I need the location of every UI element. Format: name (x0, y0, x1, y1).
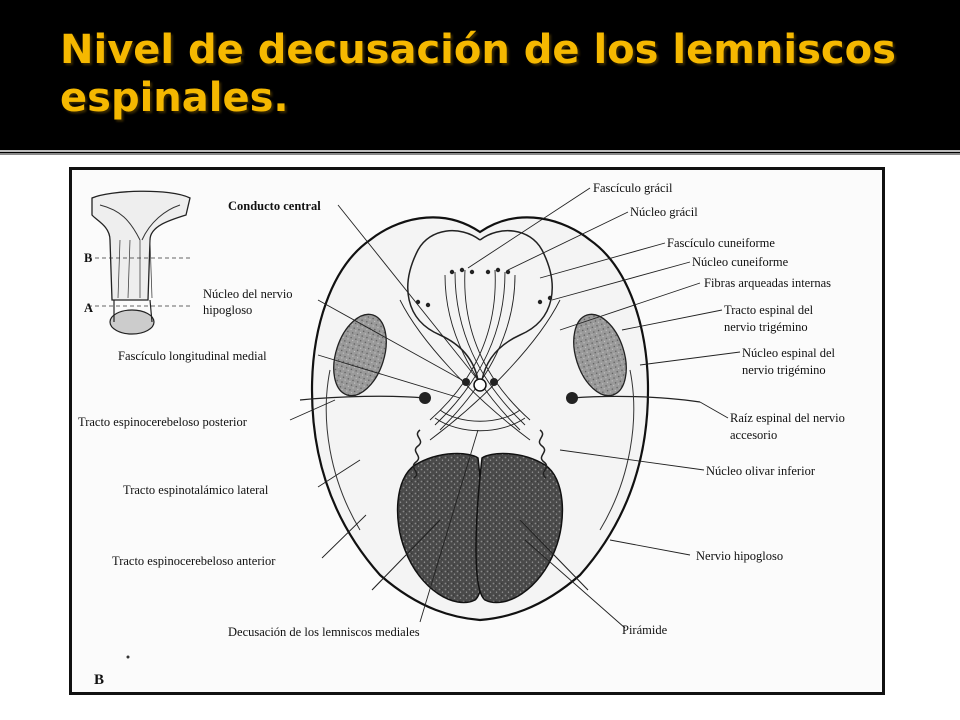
label-fasciculo-gracil: Fascículo grácil (593, 181, 673, 195)
hypoglossal-nucleus-right (490, 378, 498, 386)
label-nucleo-cuneiforme: Núcleo cuneiforme (692, 255, 789, 269)
inset-level-a: A (84, 301, 94, 315)
label-tracto-trigemino-2: nervio trigémino (724, 320, 808, 334)
label-raiz-accesorio-2: accesorio (730, 428, 778, 442)
label-nucleo-olivar: Núcleo olivar inferior (706, 464, 815, 478)
label-conducto-central: Conducto central (228, 199, 321, 213)
medulla-section (300, 217, 700, 620)
label-decusacion: Decusación de los lemniscos mediales (228, 625, 420, 639)
hypoglossal-nucleus-left (462, 378, 470, 386)
central-canal (474, 379, 486, 391)
inset-brainstem (88, 191, 190, 334)
title-line-1: Nivel de decusación de los lemniscos (60, 27, 896, 73)
speck (127, 656, 130, 659)
label-espinotalamico-lateral: Tracto espinotalámico lateral (123, 483, 269, 497)
label-espinocerebeloso-anterior: Tracto espinocerebeloso anterior (112, 554, 276, 568)
label-piramide: Pirámide (622, 623, 668, 637)
label-nucleo-hipogloso-2: hipogloso (203, 303, 253, 317)
label-nucleo-trigemino-2: nervio trigémino (742, 363, 826, 377)
label-fasciculo-cuneiforme: Fascículo cuneiforme (667, 236, 775, 250)
title-line-2: espinales. (60, 75, 289, 121)
label-tracto-trigemino-1: Tracto espinal del (724, 303, 814, 317)
label-nucleo-gracil: Núcleo grácil (630, 205, 698, 219)
label-nucleo-trigemino-1: Núcleo espinal del (742, 346, 836, 360)
label-nervio-hipogloso: Nervio hipogloso (696, 549, 784, 563)
label-fasciculo-longitudinal: Fascículo longitudinal medial (118, 349, 267, 363)
inset-level-b: B (84, 251, 93, 265)
label-espinocerebeloso-posterior: Tracto espinocerebeloso posterior (78, 415, 247, 429)
label-fibras-arqueadas: Fibras arqueadas internas (704, 276, 832, 290)
label-raiz-accesorio-1: Raíz espinal del nervio (730, 411, 845, 425)
panel-letter: B (94, 672, 105, 688)
label-nucleo-hipogloso-1: Núcleo del nervio (203, 287, 293, 301)
